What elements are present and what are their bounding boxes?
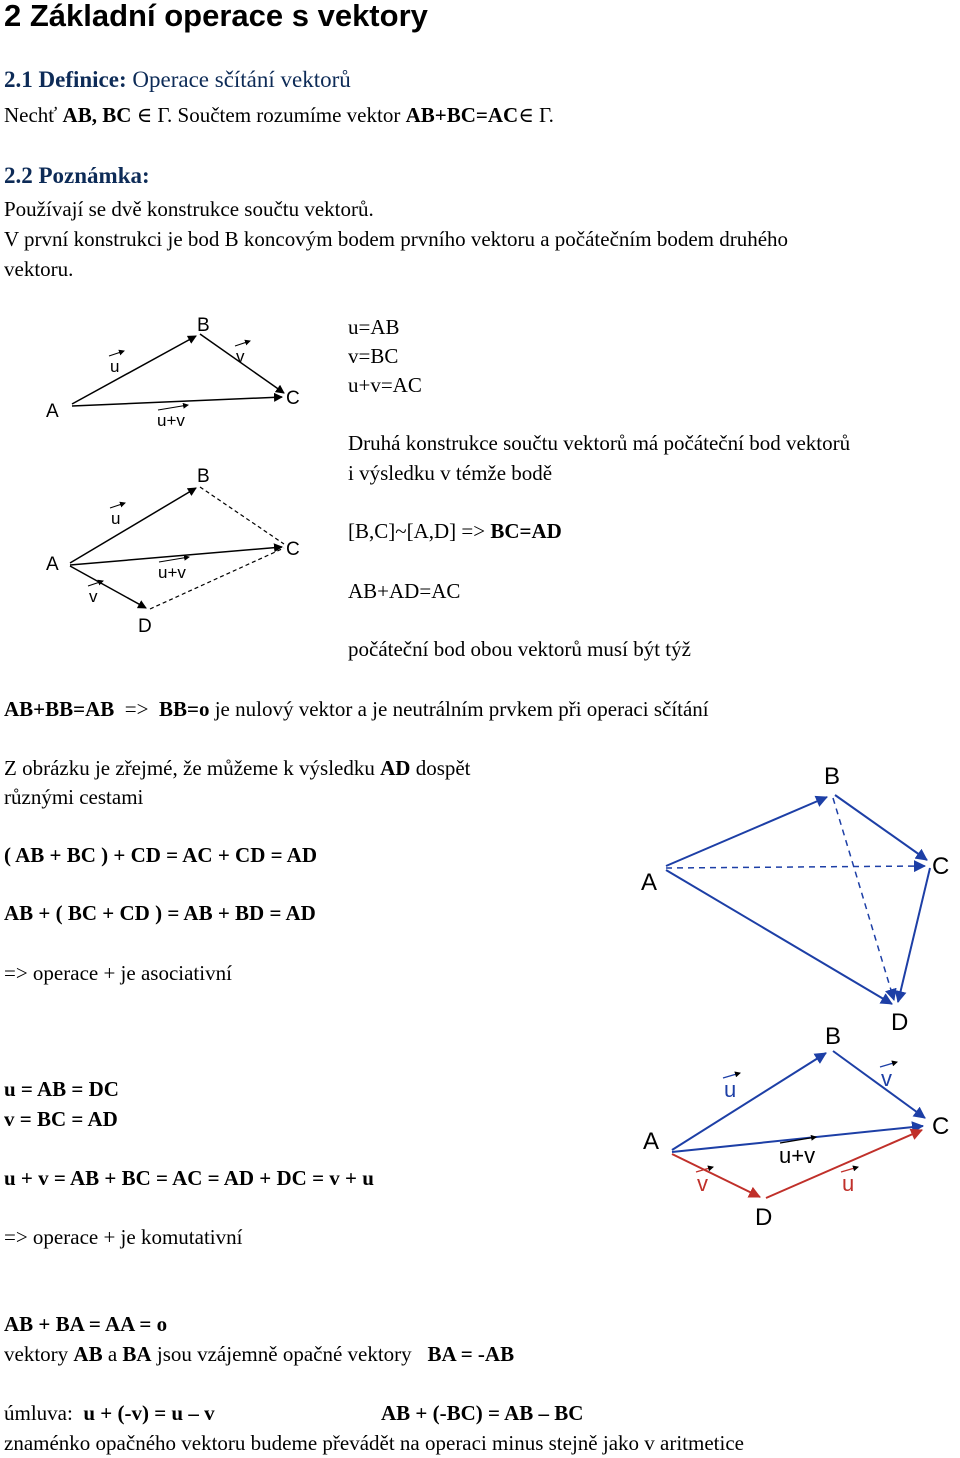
- equation-sum: u+v=AC: [348, 373, 422, 397]
- assoc-intro: různými cestami: [4, 785, 144, 809]
- vector-bd-arrow: [833, 798, 894, 1000]
- parallelogram-sum: AB+AD=AC: [348, 579, 461, 603]
- equivalence-result: BC=AD: [490, 519, 562, 543]
- opposite-equation: AB + BA = AA = o: [4, 1312, 168, 1336]
- vector-overbar-icon: [235, 341, 250, 346]
- vector-ad-arrow: [672, 1154, 760, 1197]
- neutral-arrow: =>: [114, 697, 159, 721]
- note-line: Používají se dvě konstrukce součtu vektorů.: [4, 197, 374, 221]
- page-title: 2 Základní operace s vektory: [4, 0, 428, 33]
- neutral-equation: AB+BB=AB: [4, 697, 115, 721]
- opposite-text: jsou vzájemně opačné vektory: [151, 1342, 428, 1366]
- point-label-a: A: [46, 554, 59, 575]
- point-label-a: A: [643, 1128, 660, 1155]
- vector-ab-arrow: [666, 797, 827, 866]
- point-label-b: B: [824, 763, 841, 790]
- point-label-b: B: [197, 315, 210, 336]
- vector-overbar-icon: [158, 405, 188, 410]
- vector-ac-arrow: [666, 866, 925, 868]
- vector-u-arrow: [70, 488, 196, 563]
- comm-equation: v = BC = AD: [4, 1107, 118, 1131]
- convention-uv: u + (-v) = u – v: [83, 1401, 215, 1425]
- vector-overbar-icon: [109, 351, 124, 356]
- convention-note: znaménko opačného vektoru budeme převádět na operaci minus stejně jako v aritmetice: [4, 1431, 744, 1455]
- convention-ab: AB + (-BC) = AB – BC: [381, 1401, 584, 1425]
- zero-vector: BB=o: [158, 697, 210, 721]
- vector-v-arrow: [70, 566, 146, 608]
- vector-label-sum: u+v: [779, 1143, 816, 1168]
- vector-label-u: u: [110, 357, 120, 376]
- definition-text-part: ∈ Γ. Součtem rozumíme vektor: [131, 103, 406, 127]
- comm-equation: u + v = AB + BC = AC = AD + DC = v + u: [4, 1166, 374, 1190]
- assoc-text: dospět: [410, 756, 471, 780]
- note-heading: 2.2 Poznámka:: [4, 163, 150, 188]
- figure-associativity: [641, 763, 949, 1036]
- vector-u-arrow: [672, 1053, 826, 1150]
- opposite-result: BA = -AB: [427, 1342, 515, 1366]
- note-line: vektoru.: [4, 257, 74, 281]
- vector-label-u: u: [111, 509, 121, 528]
- vector-label-v: v: [236, 347, 245, 366]
- equivalence-text: [B,C]~[A,D] =>: [348, 519, 491, 543]
- point-label-c: C: [932, 1113, 950, 1140]
- vector-label-u: u: [724, 1077, 737, 1102]
- vector-u-arrow: [72, 336, 196, 404]
- vector-label-v: v: [89, 587, 98, 606]
- vector-label-u: u: [842, 1171, 855, 1196]
- assoc-equation: AB + ( BC + CD ) = AB + BD = AD: [4, 901, 316, 925]
- convention-label: úmluva:: [4, 1401, 84, 1425]
- vector-overbar-icon: [110, 503, 125, 508]
- point-label-b: B: [825, 1023, 842, 1050]
- definition-text-part: Nechť: [4, 103, 63, 127]
- figure-first-construction: [46, 315, 300, 430]
- point-label-b: B: [197, 466, 210, 487]
- comm-equation: u = AB = DC: [4, 1077, 119, 1101]
- opposite-text: vektory: [4, 1342, 74, 1366]
- figure-commutativity: [643, 1023, 949, 1231]
- definition-heading-number: 2.1 Definice:: [4, 67, 127, 92]
- vector-label-v: v: [697, 1171, 708, 1196]
- vector-v-arrow: [833, 1051, 925, 1118]
- assoc-conclusion: => operace + je asociativní: [4, 961, 232, 985]
- neutral-text: je nulový vektor a je neutrálním prvkem při operaci sčítání: [209, 697, 709, 721]
- vector-label-v: v: [881, 1066, 892, 1091]
- second-construction-text: i výsledku v témže bodě: [348, 461, 553, 485]
- point-label-a: A: [641, 869, 658, 896]
- assoc-equation: ( AB + BC ) + CD = AC + CD = AD: [4, 843, 318, 867]
- point-label-a: A: [46, 401, 59, 422]
- equation-v: v=BC: [348, 344, 399, 368]
- point-label-c: C: [932, 853, 950, 880]
- point-label-d: D: [891, 1009, 909, 1036]
- comm-conclusion: => operace + je komutativní: [4, 1225, 243, 1249]
- point-label-c: C: [286, 388, 300, 409]
- opposite-ab: AB: [73, 1342, 103, 1366]
- definition-vectors: AB, BC: [62, 103, 132, 127]
- vector-cd-arrow: [898, 868, 930, 1002]
- point-label-c: C: [286, 539, 300, 560]
- assoc-result: AD: [380, 756, 411, 780]
- dashed-side: [200, 487, 284, 544]
- vector-sum-arrow: [72, 397, 282, 406]
- vector-label-sum: u+v: [158, 563, 186, 582]
- opposite-text: a: [102, 1342, 123, 1366]
- point-label-d: D: [755, 1204, 773, 1231]
- point-label-d: D: [138, 616, 152, 637]
- definition-heading-text: Operace sčítání vektorů: [126, 67, 351, 92]
- vector-label-sum: u+v: [157, 411, 185, 430]
- common-start-text: počáteční bod obou vektorů musí být týž: [348, 637, 691, 661]
- definition-sum: AB+BC=AC: [405, 103, 519, 127]
- assoc-text: Z obrázku je zřejmé, že můžeme k výsledku: [4, 756, 381, 780]
- opposite-ba: BA: [122, 1342, 152, 1366]
- second-construction-text: Druhá konstrukce součtu vektorů má počáteční bod vektorů: [348, 431, 851, 455]
- equation-u: u=AB: [348, 315, 400, 339]
- note-line: V první konstrukci je bod B koncovým bodem prvního vektoru a počátečním bodem druhého: [4, 227, 789, 251]
- vector-ad-arrow: [666, 870, 892, 1004]
- vector-bc-arrow: [835, 795, 927, 860]
- definition-text-part: ∈ Γ.: [518, 103, 554, 127]
- figure-second-construction: [46, 466, 300, 637]
